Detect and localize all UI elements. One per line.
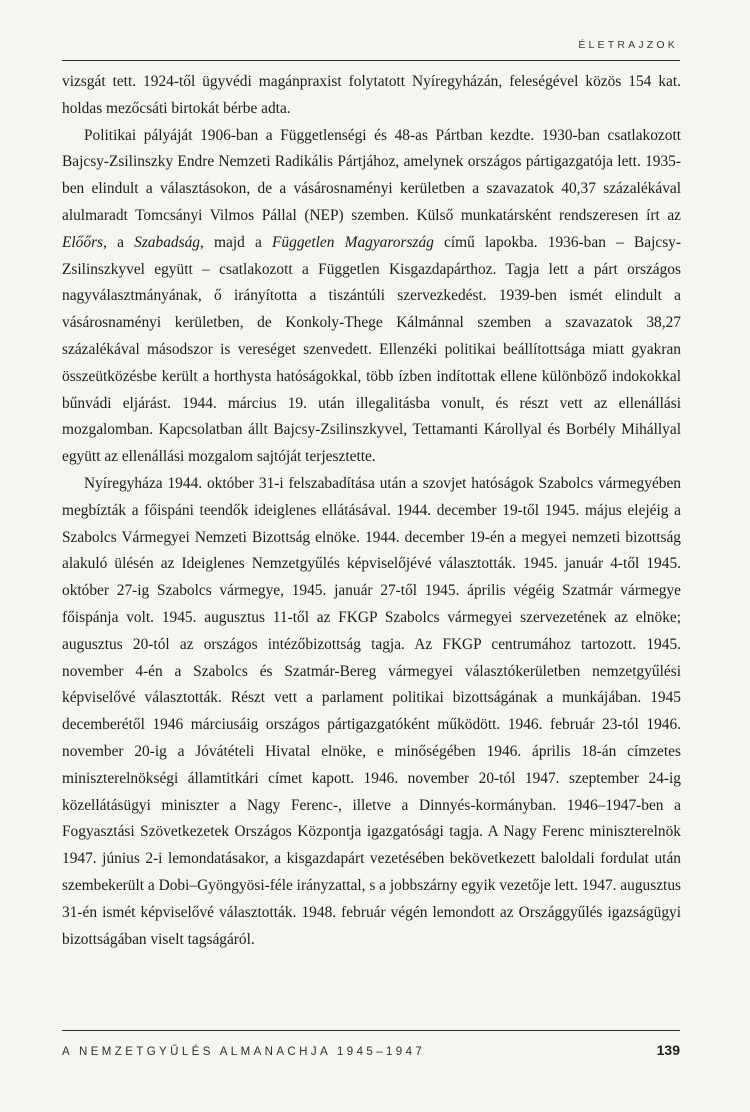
text-run: , a (103, 233, 135, 251)
paragraph-post-1944: Nyíregyháza 1944. október 31-i felszabadítása után a szovjet hatóságok Szabolcs vármegyében megbízták a főispáni teendők ideiglenes ellátásával. 1944. december 19-től 1945. május elejéig a Szabolcs Vármegyei Nemzeti Bizottság elnöke. 1944. december 19-én a megyei nemzeti bizottság alakuló ülésén az Ideiglenes Nemzetgyűlés képviselőjévé választották. 1945. január 4-től 1945. október 27-ig Szabolcs vármegye, 1945. január 27-től 1945. április végéig Szatmár vármegye főispánja volt. 1945. augusztus 11-től az FKGP Szabolcs vármegyei szervezetének az elnöke; augusztus 20-tól az országos intézőbizottság tagja. Az FKGP centrumához tartozott. 1945. november 4-én a Szabolcs és Szatmár-Bereg vármegyei választókerületben nemzetgyűlési képviselővé választották. Részt vett a parlament politikai bizottságának a munkájában. 1945 decemberétől 1946 márciusáig országos pártigazgatóként működött. 1946. február 23-tól 1946. november 20-ig a Jóvátételi Hivatal elnöke, e minőségében 1946. április 18-án címzetes miniszterelnökségi államtitkári címet kapott. 1946. november 20-tól 1947. szeptember 24-ig közellátásügyi miniszter a Nagy Ferenc-, illetve a Dinnyés-kormányban. 1946–1947-ben a Fogyasztási Szövetkezetek Országos Központja igazgatósági tagja. A Nagy Ferenc miniszterelnök 1947. június 2-i lemondatásakor, a kisgazdapárt vezetésében bekövetkezett baloldali fordulat után szembekerült a Dobi–Gyöngyösi-féle irányzattal, s a jobbszárny egyik vezetője lett. 1947. augusztus 31-én ismét képviselővé választották. 1948. február végén lemondott az Országgyűlés igazságügyi bizottságában viselt tagságáról. (62, 474, 681, 948)
page-number: 139 (656, 1042, 680, 1058)
paragraph-political-career (62, 123, 681, 471)
header-rule (62, 60, 680, 61)
text-run: , majd a (199, 233, 273, 251)
newspaper-title: Független Magyarország (272, 233, 434, 251)
text-run: Politikai pályáját 1906-ban a Függetlenségi és 48-as Pártban kezdte. 1930-ban csatlakozott Bajcsy-Zsilinszky Endre Nemzeti Radikális Pártjához, amelynek országos pártigazgatója lett. 1935-ben elindult a választásokon, de a vásárosnaményi kerületben a szavazatok 40,37 százalékával alulmaradt Tomcsányi Vilmos Pállal (NEP) szemben. Külső munkatársként rendszeresen írt az (62, 126, 681, 224)
newspaper-title: Előőrs (62, 233, 104, 251)
footer-book-title: A NEMZETGYŰLÉS ALMANACHJA 1945–1947 (62, 1046, 426, 1058)
running-head: ÉLETRAJZOK (578, 39, 678, 51)
footer-rule (62, 1030, 680, 1031)
paragraph-continuation: vizsgát tett. 1924-től ügyvédi magánpraxist folytatott Nyíregyházán, feleségével közös 154 kat. holdas mezőcsáti birtokát bérbe adta. (62, 73, 681, 117)
newspaper-title: Szabadság (134, 233, 200, 251)
body-text (62, 69, 681, 953)
text-run: című lapokba. 1936-ban – Bajcsy-Zsilinszkyvel együtt – csatlakozott a Független Kisgazdapárthoz. Tagja lett a párt országos nagyválasztmányának, ő irányította a tiszántúli szervezkedést. 1939-ben ismét elindult a vásárosnaményi kerületben, de Konkoly-Thege Kálmánnal szemben a szavazatok 38,27 százalékával másodszor is vereséget szenvedett. Ellenzéki politikai beállítottsága miatt gyakran összeütközésbe került a horthysta hatóságokkal, több ízben indítottak ellene különböző indokokkal bűnvádi eljárást. 1944. március 19. után illegalitásba vonult, és részt vett az ellenállási mozgalomban. Kapcsolatban állt Bajcsy-Zsilinszkyvel, Tettamanti Károllyal és Borbély Mihállyal együtt az ellenállási mozgalom sajtóját terjesztette. (62, 233, 682, 466)
